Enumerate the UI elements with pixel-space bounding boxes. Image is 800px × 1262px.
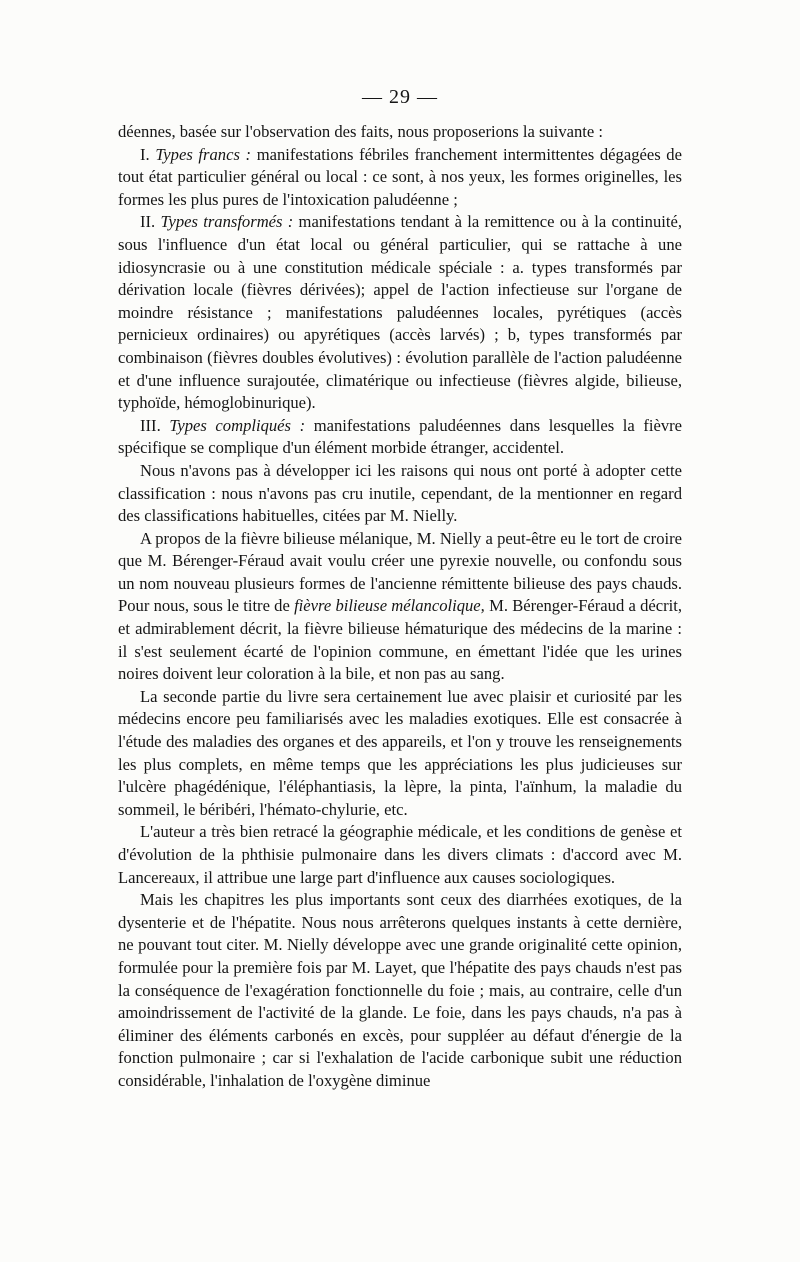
definition-text: manifestations paludéennes dans lesquelles la fièvre spécifique se complique d'un élément morbide étranger, accidentel. (118, 415, 683, 458)
paragraph-geographie: L'auteur a très bien retracé la géographie médicale, et les conditions de genèse et d'évolution de la phthisie pulmonaire dans les divers climats : d'accord avec M. Lancereaux, il attribue une large part d'influence aux causes sociologiques. (118, 822, 682, 887)
term-types-compliques: Types compliqués : (169, 415, 306, 435)
term-types-francs: Types francs : (155, 144, 252, 164)
list-number: III. (140, 415, 161, 435)
definition-text: manifestations fébriles franchement intermittentes dégagées de tout état particulier général ou local : ce sont, à nos yeux, les formes originelles, les formes les plus pures de l'intoxication paludéenne ; (118, 144, 682, 209)
definition-text: manifestations tendant à la remittence ou à la continuité, sous l'influence d'un état local ou général particulier, qui se rattache à une idiosyncrasie ou à une constitution médicale spéciale : a. types transformés par dérivation locale (fièvres dérivées); appel de l'action infectieuse sur l'organe de moindre résistance ; manifestations paludéennes locales, pyrétiques (accès pernicieux ordinaires) ou apyrétiques (accès larvés) ; b, types transformés par combinaison (fièvres doubles évolutives) : évolution parallèle de l'action paludéenne et d'une influence surajoutée, climatérique ou infectieuse (fièvres algide, bilieuse, typhoïde, hémoglobinurique). (118, 212, 682, 413)
paragraph-types-francs (118, 144, 682, 212)
text-segment: A propos de la fièvre bilieuse mélanique, M. Nielly a peut-être eu le tort de croire que M. Bérenger-Féraud avait voulu créer une pyrexie nouvelle, ou confondu sous un nom nouveau plusieurs formes de l'ancienne rémittente bilieuse des pays chauds. Pour nous, sous le titre de (118, 528, 682, 616)
paragraph-types-transformes (118, 211, 682, 414)
paragraph-fievre-bilieuse (118, 528, 682, 686)
list-number: II. (140, 212, 156, 232)
text-segment: M. Bérenger-Féraud a décrit, et admirablement décrit, la fièvre bilieuse hématurique des médecins de la marine : il s'est seulement écarté de l'opinion commune, en émettant l'idée que les urines noires doivent leur coloration à la bile, et non pas au sang. (118, 596, 683, 684)
page-number: — 29 — (362, 86, 438, 108)
paragraph-hepatite: Mais les chapitres les plus importants sont ceux des diarrhées exotiques, de la dysenterie et de l'hépatite. Nous nous arrêterons quelques instants à cette dernière, ne pouvant tout citer. M. Nielly développe avec une grande originalité cette opinion, formulée pour la première fois par M. Layet, que l'hépatite des pays chauds n'est pas la conséquence de l'exagération fonctionnelle du foie ; mais, au contraire, celle d'un amoindrissement de l'activité de la glande. Le foie, dans les pays chauds, n'a pas à éliminer des éléments carbonés en excès, pour suppléer au défaut d'énergie de la fonction pulmonaire ; car si l'exhalation de l'acide carbonique subit une réduction considérable, l'inhalation de l'oxygène diminue (118, 890, 682, 1090)
list-number: I. (140, 144, 150, 164)
term-types-transformes: Types transformés : (160, 212, 294, 232)
paragraph-seconde-partie: La seconde partie du livre sera certainement lue avec plaisir et curiosité par les médecins encore peu familiarisés avec les maladies exotiques. Elle est consacrée à l'étude des maladies des organes et des appareils, et l'on y trouve les renseignements les plus complets, en même temps que les appréciations les plus judicieuses sur l'ulcère phagédénique, l'éléphantiasis, la lèpre, la pinta, l'aïnhum, la maladie du sommeil, le béribéri, l'hémato-chylurie, etc. (118, 686, 682, 819)
paragraph-types-compliques (118, 415, 682, 460)
paragraph-classification: Nous n'avons pas à développer ici les raisons qui nous ont porté à adopter cette classification : nous n'avons pas cru inutile, cependant, de la mentionner en regard des classifications habituelles, citées par M. Nielly. (118, 460, 682, 526)
paragraph-continuation: déennes, basée sur l'observation des faits, nous proposerions la suivante : (118, 122, 604, 141)
italic-term: fièvre bilieuse mélancolique, (294, 596, 485, 616)
body-text (118, 121, 682, 1093)
